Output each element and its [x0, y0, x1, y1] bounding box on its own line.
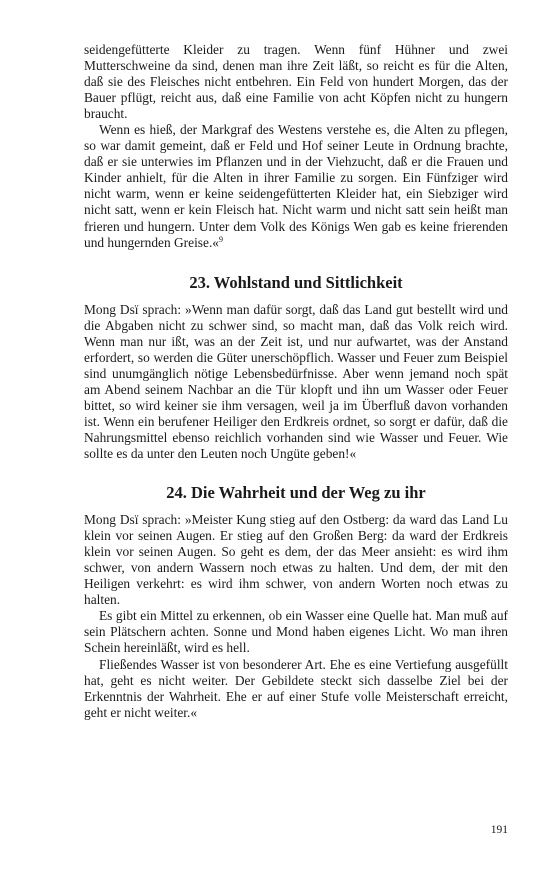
paragraph: Fließendes Wasser ist von besonderer Art. Ehe es eine Vertiefung ausgefüllt hat, geht es nicht weiter. Der Gebildete steckt sich dasselbe Ziel bei der Erkenntnis der Wahrheit. Ehe er auf einer Stufe volle Meisterschaft erreicht, geht er nicht weiter.« [84, 656, 508, 720]
section-heading-23: 23. Wohlstand und Sittlichkeit [189, 272, 403, 292]
paragraph-text: Wenn es hieß, der Markgraf des Westens verstehe es, die Alten zu pflegen, so war damit gemeint, daß er Feld und Hof seiner Leute in Ordnung brachte, daß er sie unterwies im Pflanzen und in der Viehzucht, daß er die Frauen und Kinder anhielt, für die Alten in ihrer Familie zu sorgen. Ein Fünfziger wird nicht warm, wenn er keine seidengefütterten Kleider hat, ein Siebziger wird nicht satt, wenn er kein Fleisch hat. Nicht warm und nicht satt sein heißt man frieren und hungern. Unter dem Volk des Königs Wen gab es keine frierenden und hungernden Greise.« [84, 122, 508, 250]
paragraph: seidengefütterte Kleider zu tragen. Wenn fünf Hühner und zwei Mutterschweine da sind, denen man ihre Zeit läßt, so reicht es für die Alten, daß sie des Fleisches nicht entbehren. Ein Feld von hundert Morgen, das der Bauer pflügt, reicht aus, daß eine Familie von acht Köpfen nicht zu hungern braucht. [84, 42, 508, 122]
paragraph: Mong Dsï sprach: »Wenn man dafür sorgt, daß das Land gut bestellt wird und die Abgaben nicht zu schwer sind, so macht man, daß das Volk reich wird. Wenn man nur ißt, was an der Zeit ist, und nur aufwartet, was der Anstand erfordert, so werden die Güter unerschöpflich. Wasser und Feuer zum Beispiel sind unumgänglich nötige Lebensbedürfnisse. Aber wenn jemand noch spät am Abend seinem Nachbar an die Tür klopft und ihn um Wasser oder Feuer bittet, so wird keiner sie ihm versagen, weil ja im Überfluß davon vorhanden ist. Wenn ein berufener Heiliger den Erdkreis ordnet, so sorgt er dafür, daß die Nahrungsmittel ebenso reichlich vorhanden sind wie Wasser und Feuer. Wie sollte es da unter den Leuten noch Ungüte geben!« [84, 301, 508, 462]
page-body [84, 42, 508, 721]
section-heading-24: 24. Die Wahrheit und der Weg zu ihr [166, 483, 426, 503]
paragraph: Es gibt ein Mittel zu erkennen, ob ein Wasser eine Quelle hat. Man muß auf sein Plätschern achten. Sonne und Mond haben eigenes Licht. Wo man ihren Schein hereinläßt, wird es hell. [84, 608, 508, 656]
paragraph [84, 122, 508, 250]
page-number: 191 [490, 824, 508, 836]
paragraph: Mong Dsï sprach: »Meister Kung stieg auf den Ostberg: da ward das Land Lu klein vor seinen Augen. Er stieg auf den Großen Berg: da ward der Erdkreis klein vor seinen Augen. So geht es dem, der das Meer ansieht: es wird ihm schwer, von andern Wassern noch etwas zu halten. Und dem, der mit den Heiligen verkehrt: es wird ihm schwer, von andern Worten noch etwas zu halten. [84, 512, 508, 608]
footnote-ref: 9 [219, 234, 223, 244]
